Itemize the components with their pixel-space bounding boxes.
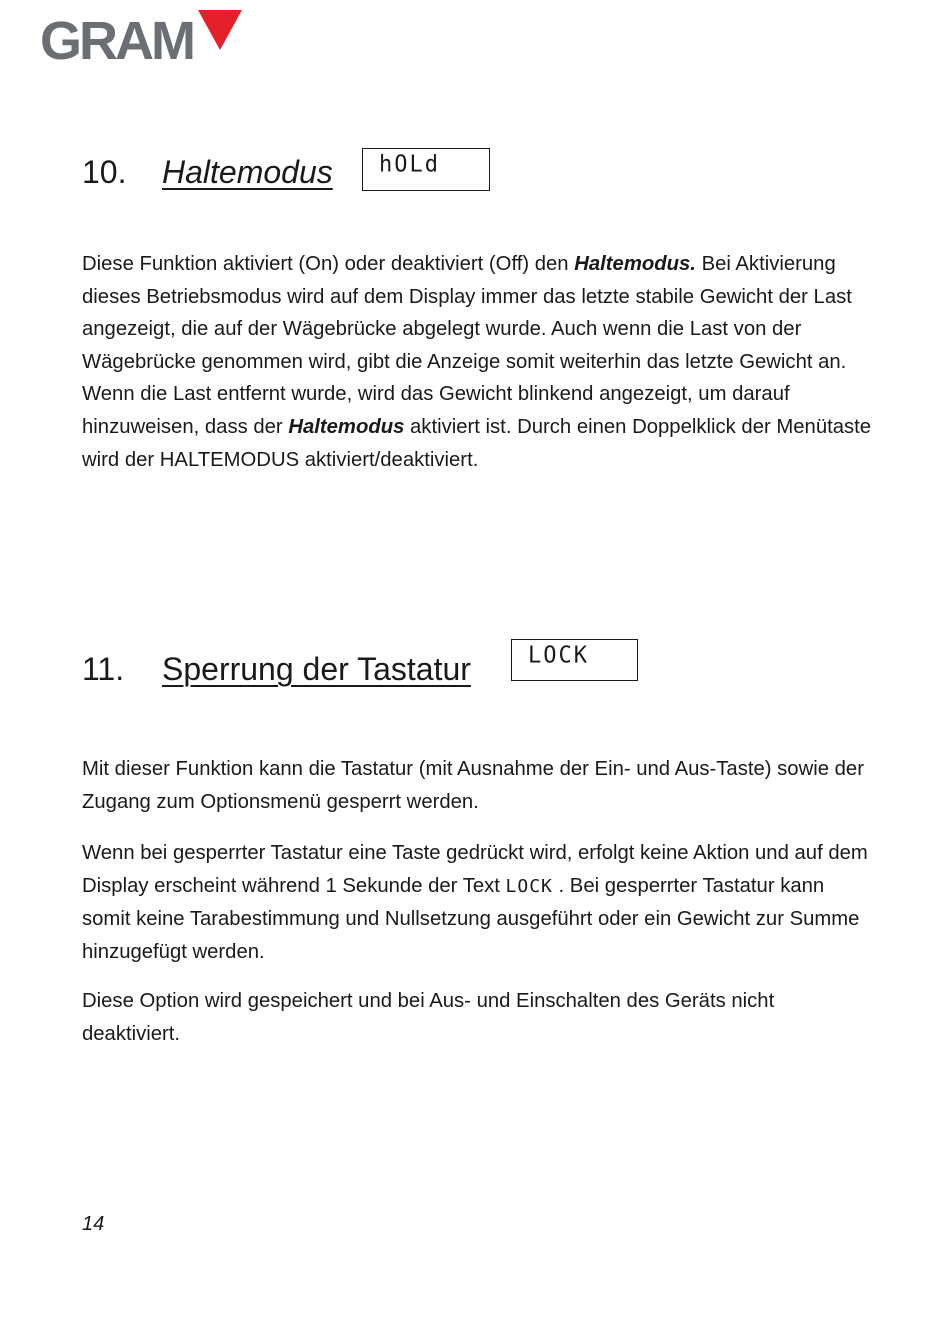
section-11-paragraph-2 — [82, 837, 872, 968]
section-10-paragraph — [82, 248, 872, 476]
gram-logo-text: GRAM — [40, 11, 193, 71]
paragraph-text: Diese Funktion aktiviert (On) oder deaktiviert (Off) den — [82, 253, 575, 275]
section-11-paragraph-1: Mit dieser Funktion kann die Tastatur (mit Ausnahme der Ein- und Aus-Taste) sowie der Zugang zum Optionsmenü gesperrt werden. — [82, 758, 864, 813]
section-11-number: 11. — [82, 651, 125, 687]
section-10-title: Haltemodus — [162, 154, 333, 190]
lock-inline-display: LOCK — [505, 875, 553, 897]
page-number: 14 — [82, 1213, 105, 1235]
lock-display-box — [511, 639, 638, 681]
hold-display-box — [362, 148, 490, 191]
paragraph-text: . Bei gesperrter Tastatur kann somit keine Tarabestimmung und Nullsetzung ausgeführt oder ein Gewicht zur Summe hinzugefügt werden. — [82, 874, 860, 963]
section-11-title: Sperrung der Tastatur — [162, 651, 471, 687]
red-triangle-icon — [198, 10, 242, 50]
gram-logo — [40, 8, 250, 70]
lock-display-text: LOCK — [528, 642, 589, 669]
section-11-paragraph-3: Diese Option wird gespeichert und bei Aus- und Einschalten des Geräts nicht deaktiviert. — [82, 990, 775, 1045]
haltemodus-emphasis: Haltemodus. — [574, 253, 696, 275]
paragraph-text: Wenn bei gesperrter Tastatur eine Taste gedrückt wird, erfolgt keine Aktion und auf dem Display erscheint während 1 Sekunde der Text — [82, 842, 868, 897]
paragraph-text: Bei Aktivierung dieses Betriebsmodus wird auf dem Display immer das letzte stabile Gewicht der Last angezeigt, die auf der Wägebrücke abgelegt wurde. Auch wenn die Last von der Wägebrücke genommen wird, gibt die Anzeige somit weiterhin das letzte Gewicht an. Wenn die Last entfernt wurde, wird das Gewicht blinkend angezeigt, um darauf hinzuweisen, dass der — [82, 253, 852, 438]
haltemodus-emphasis: Haltemodus — [288, 415, 405, 438]
paragraph-text: aktiviert ist. Durch einen Doppelklick der Menütaste wird der HALTEMODUS aktiviert/deaktiviert. — [82, 415, 872, 471]
section-10-number: 10. — [82, 154, 127, 190]
section-10-heading — [82, 154, 333, 191]
section-11-heading — [82, 651, 471, 688]
hold-display-text: hOLd — [379, 151, 440, 178]
